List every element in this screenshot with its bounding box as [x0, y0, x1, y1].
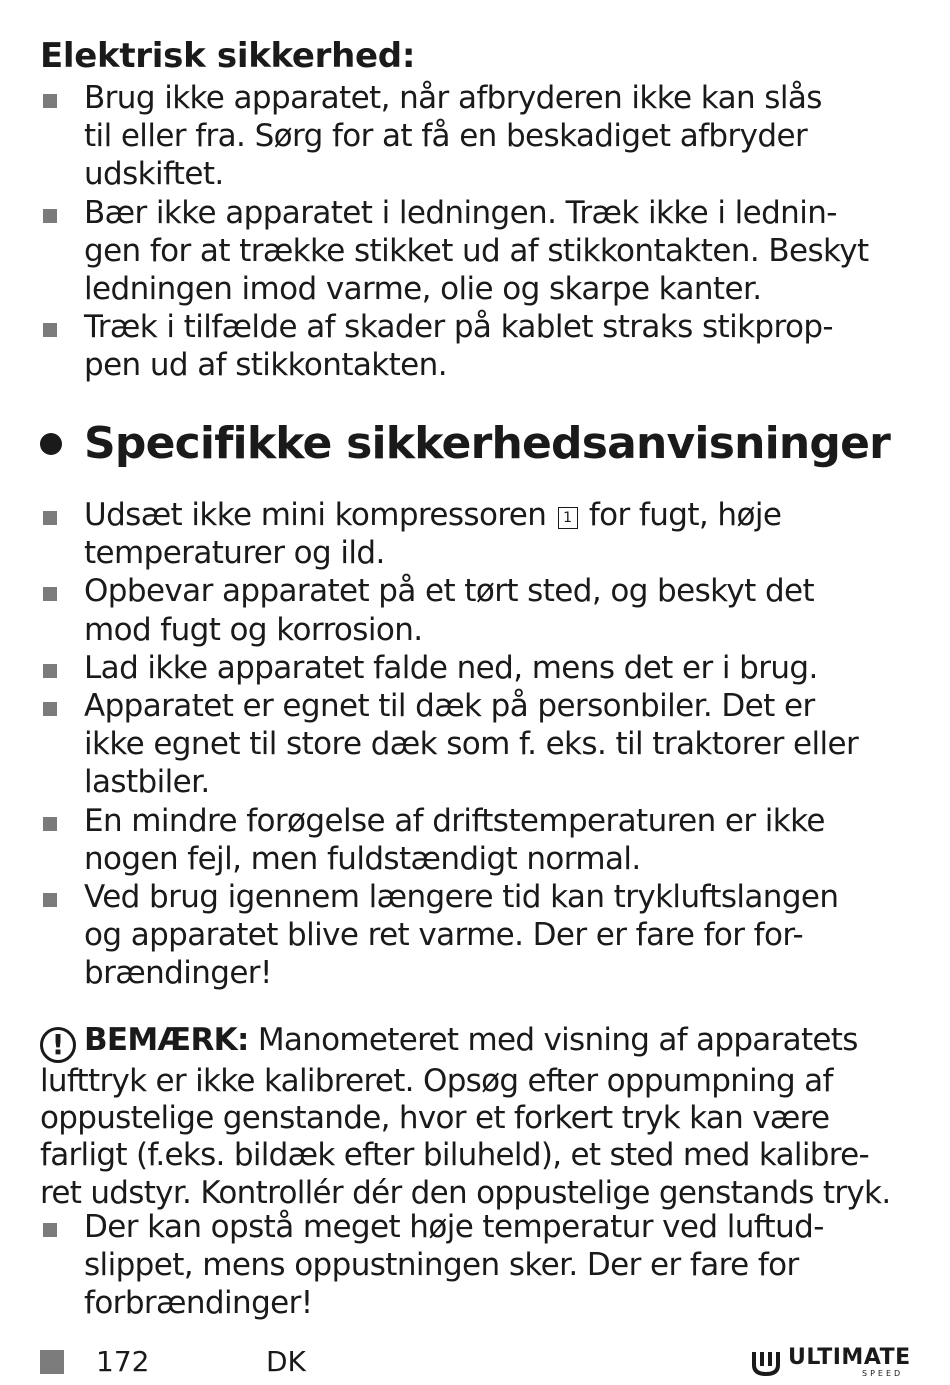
list-item: Udsæt ikke mini kompressoren 1 for fugt, høje temperaturer og ild.	[40, 496, 912, 572]
list-item: En mindre forøgelse af driftstemperaturen er ikke nogen fejl, men fuldstændigt normal.	[40, 802, 912, 878]
brand-mark-icon	[750, 1349, 782, 1377]
specific-safety-list	[40, 496, 912, 993]
bullet-square-icon	[43, 893, 57, 907]
list-item: Ved brug igennem længere tid kan trykluftslangen og apparatet blive ret varme. Der er fare for for- brændinger!	[40, 878, 912, 993]
brand-subline: SPEED	[862, 1369, 904, 1378]
list-item: Der kan opstå meget høje temperatur ved luftud- slippet, mens oppustningen sker. Der er fare for forbrændinger!	[40, 1208, 912, 1323]
note-block: ! BEMÆRK: Manometeret med visning af apparatets lufttryk er ikke kalibreret. Opsøg efter oppumpning af oppustelige genstande, hvor et forkert tryk kan være farligt (f.eks. bildæk efter biluheld), et sted med kalibre- ret udstyr. Kontrollér dér den oppustelige genstands tryk.	[40, 1022, 891, 1211]
page-footer	[40, 1344, 912, 1384]
list-item: Opbevar apparatet på et tørt sted, og beskyt det mod fugt og korrosion.	[40, 572, 912, 648]
bullet-square-icon	[43, 94, 57, 108]
footer-square-icon	[40, 1350, 64, 1374]
bullet-square-icon	[43, 817, 57, 831]
bullet-square-icon	[43, 1223, 57, 1237]
language-code: DK	[266, 1345, 306, 1378]
bullet-square-icon	[43, 323, 57, 337]
bullet-square-icon	[43, 209, 57, 223]
list-item: Lad ikke apparatet falde ned, mens det er i brug.	[40, 649, 912, 687]
warning-exclamation-icon: !	[40, 1027, 76, 1063]
section-title: Specifikke sikkerhedsanvisninger	[40, 418, 920, 470]
bullet-square-icon	[43, 664, 57, 678]
bullet-square-icon	[43, 587, 57, 601]
brand-name: ULTIMATE	[788, 1345, 911, 1370]
bullet-square-icon	[43, 511, 57, 525]
note-list	[40, 1208, 912, 1323]
list-item: Bær ikke apparatet i ledningen. Træk ikke i lednin- gen for at trække stikket ud af stikkontakten. Beskyt ledningen imod varme, olie og skarpe kanter.	[40, 194, 912, 309]
electrical-safety-heading: Elektrisk sikkerhed:	[40, 36, 416, 76]
section-bullet-icon	[40, 433, 62, 455]
list-item: Apparatet er egnet til dæk på personbiler. Det er ikke egnet til store dæk som f. eks. til traktorer eller lastbiler.	[40, 687, 912, 802]
bullet-square-icon	[43, 702, 57, 716]
electrical-safety-list	[40, 79, 912, 385]
brand-logo	[750, 1347, 912, 1379]
page-number: 172	[96, 1345, 150, 1378]
list-item: Brug ikke apparatet, når afbryderen ikke kan slås til eller fra. Sørg for at få en beskadiget afbryder udskiftet.	[40, 79, 912, 194]
note-label: BEMÆRK:	[84, 1022, 249, 1058]
list-item: Træk i tilfælde af skader på kablet straks stikprop- pen ud af stikkontakten.	[40, 308, 912, 384]
figure-reference-badge: 1	[558, 507, 578, 529]
